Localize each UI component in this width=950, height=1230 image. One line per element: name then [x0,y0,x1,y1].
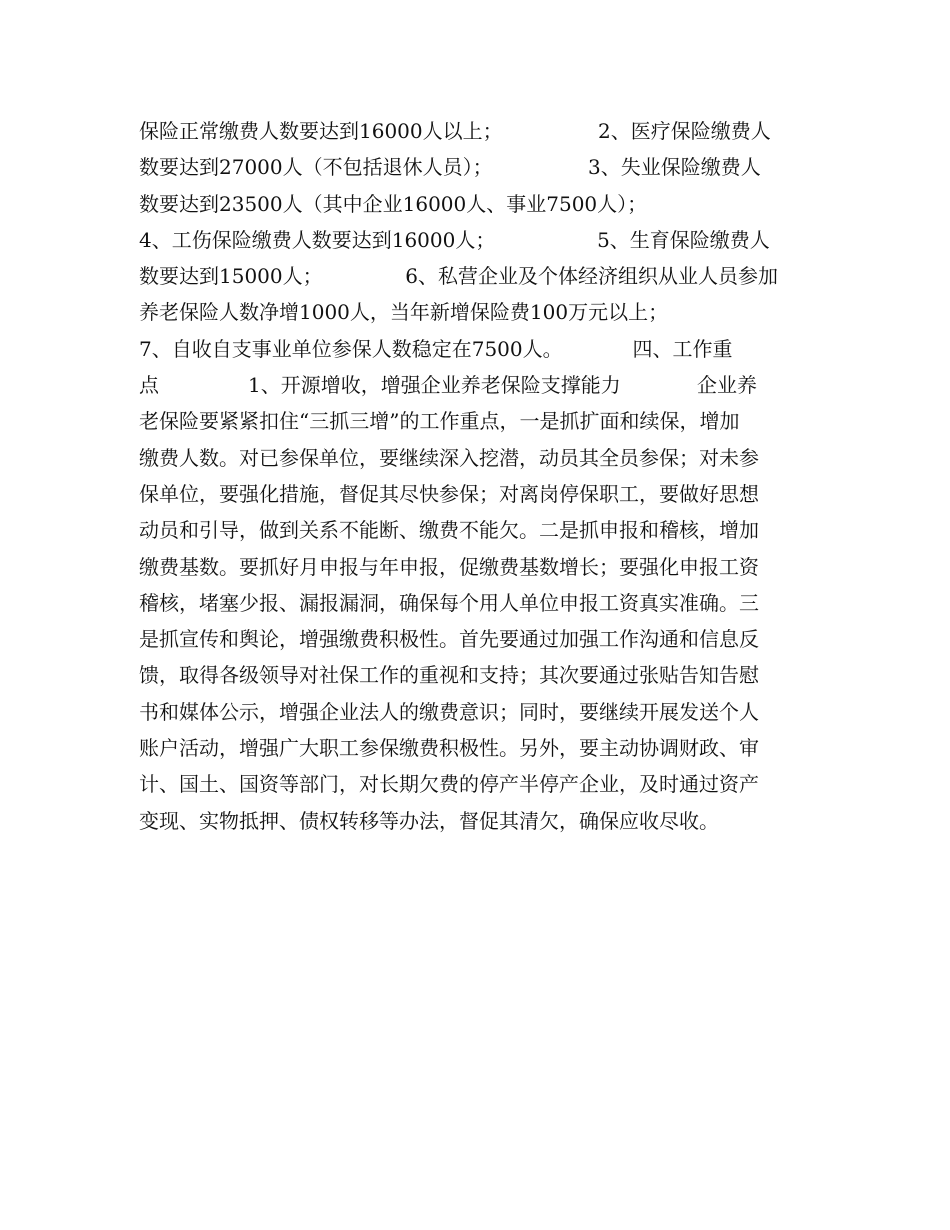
text-line: 4、工伤保险缴费人数要达到16000人； 5、生育保险缴费人 [139,227,770,252]
text-line: 馈，取得各级领导对社保工作的重视和支持；其次要通过张贴告知告慰 [139,663,759,688]
text-line: 7、自收自支事业单位参保人数稳定在7500人。 四、工作重 [139,336,733,361]
text-line: 是抓宣传和舆论，增强缴费积极性。首先要通过加强工作沟通和信息反 [139,627,759,652]
text-line: 缴费人数。对已参保单位，要继续深入挖潜，动员其全员参保；对未参 [139,445,759,470]
text-line: 数要达到15000人； 6、私营企业及个体经济组织从业人员参加 [139,264,778,289]
text-line: 数要达到23500人（其中企业16000人、事业7500人）； [139,191,648,216]
text-line: 变现、实物抵押、债权转移等办法，督促其清欠，确保应收尽收。 [139,808,719,833]
text-line: 数要达到27000人（不包括退休人员）； 3、失业保险缴费人 [139,155,761,180]
text-line: 保险正常缴费人数要达到16000人以上； 2、医疗保险缴费人 [139,119,771,143]
text-line: 老保险要紧紧扣住“三抓三增”的工作重点，一是抓扩面和续保，增加 [139,409,740,434]
text-line: 计、国土、国资等部门，对长期欠费的停产半停产企业，及时通过资产 [139,772,759,797]
text-line: 账户活动，增强广大职工参保缴费积极性。另外，要主动协调财政、审 [139,736,759,761]
text-line: 点 1、开源增收，增强企业养老保险支撑能力 企业养 [139,373,758,398]
text-line: 动员和引导，做到关系不能断、缴费不能欠。二是抓申报和稽核，增加 [139,518,759,543]
text-line: 养老保险人数净增1000人，当年新增保险费100万元以上； [139,300,669,325]
text-line: 稽核，堵塞少报、漏报漏洞，确保每个用人单位申报工资真实准确。三 [139,590,759,615]
text-line: 缴费基数。要抓好月申报与年申报，促缴费基数增长；要强化申报工资 [139,554,759,579]
text-line: 保单位，要强化措施，督促其尽快参保；对离岗停保职工，要做好思想 [139,481,759,506]
document-body [139,113,819,839]
text-line: 书和媒体公示，增强企业法人的缴费意识；同时，要继续开展发送个人 [139,699,759,724]
